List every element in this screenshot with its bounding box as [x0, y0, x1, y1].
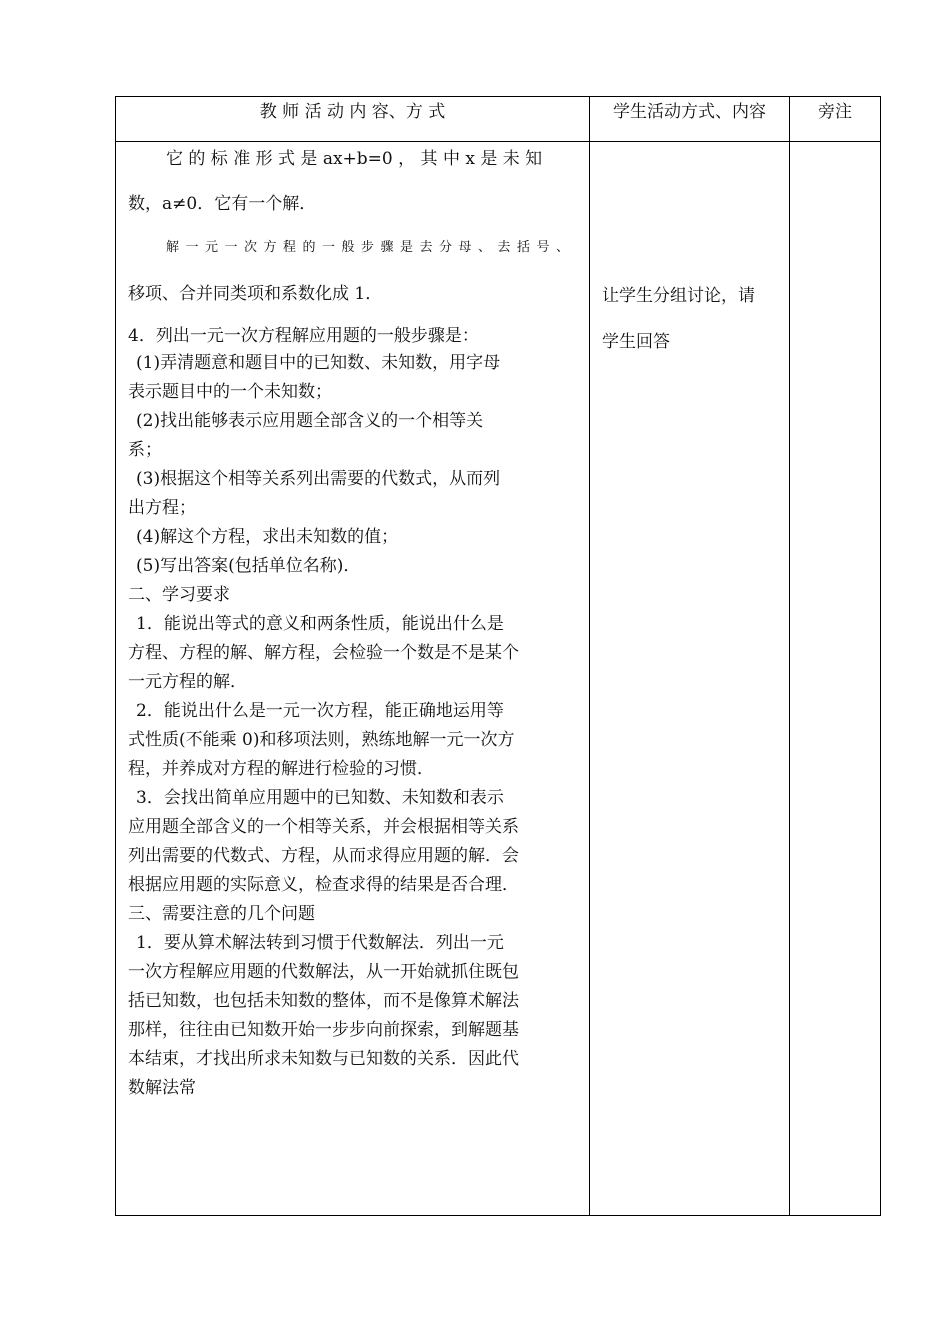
header-student: 学生活动方式、内容 — [613, 102, 766, 122]
header-teacher: 教 师 活 动 内 容、方 式 — [259, 102, 446, 122]
teacher-line: 数解法常 — [128, 1078, 196, 1098]
teacher-line: 根据应用题的实际意义，检查求得的结果是否合理． — [128, 875, 519, 895]
teacher-line: 二、学习要求 — [128, 585, 230, 605]
teacher-line: 解一元一次方程的一般步骤是去分母、去括号、 — [166, 240, 576, 255]
teacher-line: 式性质(不能乘 0)和移项法则，熟练地解一元一次方 — [128, 730, 515, 750]
teacher-line: (3)根据这个相等关系列出需要的代数式，从而列 — [136, 469, 501, 489]
teacher-line: 那样，往往由已知数开始一步步向前探索，到解题基 — [128, 1020, 519, 1040]
teacher-line: 三、需要注意的几个问题 — [128, 904, 315, 924]
teacher-line: 出方程； — [128, 498, 196, 518]
teacher-line: 2．能说出什么是一元一次方程，能正确地运用等 — [136, 701, 504, 721]
column-divider — [789, 97, 790, 1215]
teacher-line: (2)找出能够表示应用题全部含义的一个相等关 — [136, 411, 484, 431]
teacher-line: 1．要从算术解法转到习惯于代数解法．列出一元 — [136, 933, 504, 953]
student-line: 让学生分组讨论，请 — [602, 286, 755, 306]
teacher-line: 3．会找出简单应用题中的已知数、未知数和表示 — [136, 788, 504, 808]
teacher-line: 4．列出一元一次方程解应用题的一般步骤是： — [128, 326, 479, 346]
teacher-line: 列出需要的代数式、方程，从而求得应用题的解．会 — [128, 846, 519, 866]
column-divider — [589, 97, 590, 1215]
lesson-table — [115, 96, 881, 1216]
teacher-line: 本结束，才找出所求未知数与已知数的关系．因此代 — [128, 1049, 519, 1069]
teacher-line: (4)解这个方程，求出未知数的值； — [136, 527, 399, 547]
teacher-line: 表示题目中的一个未知数； — [128, 382, 332, 402]
header-notes: 旁注 — [818, 102, 852, 122]
teacher-line: (5)写出答案(包括单位名称)． — [136, 556, 361, 576]
teacher-line: 一次方程解应用题的代数解法，从一开始就抓住既包 — [128, 962, 519, 982]
teacher-line: 数，a≠0．它有一个解． — [128, 194, 317, 214]
teacher-line: 方程、方程的解、解方程，会检验一个数是不是某个 — [128, 643, 519, 663]
teacher-line: (1)弄清题意和题目中的已知数、未知数，用字母 — [136, 353, 501, 373]
teacher-line: 一元方程的解． — [128, 672, 247, 692]
teacher-line: 1．能说出等式的意义和两条性质，能说出什么是 — [136, 614, 504, 634]
teacher-line: 系； — [128, 440, 162, 460]
header-divider — [116, 141, 880, 142]
student-line: 学生回答 — [602, 332, 670, 352]
teacher-line: 程，并养成对方程的解进行检验的习惯． — [128, 759, 434, 779]
teacher-line: 应用题全部含义的一个相等关系，并会根据相等关系 — [128, 817, 519, 837]
teacher-line: 它 的 标 准 形 式 是 ax+b=0 ， 其 中 x 是 未 知 — [166, 149, 543, 169]
teacher-line: 移项、合并同类项和系数化成 1． — [128, 284, 383, 304]
teacher-line: 括已知数，也包括未知数的整体，而不是像算术解法 — [128, 991, 519, 1011]
